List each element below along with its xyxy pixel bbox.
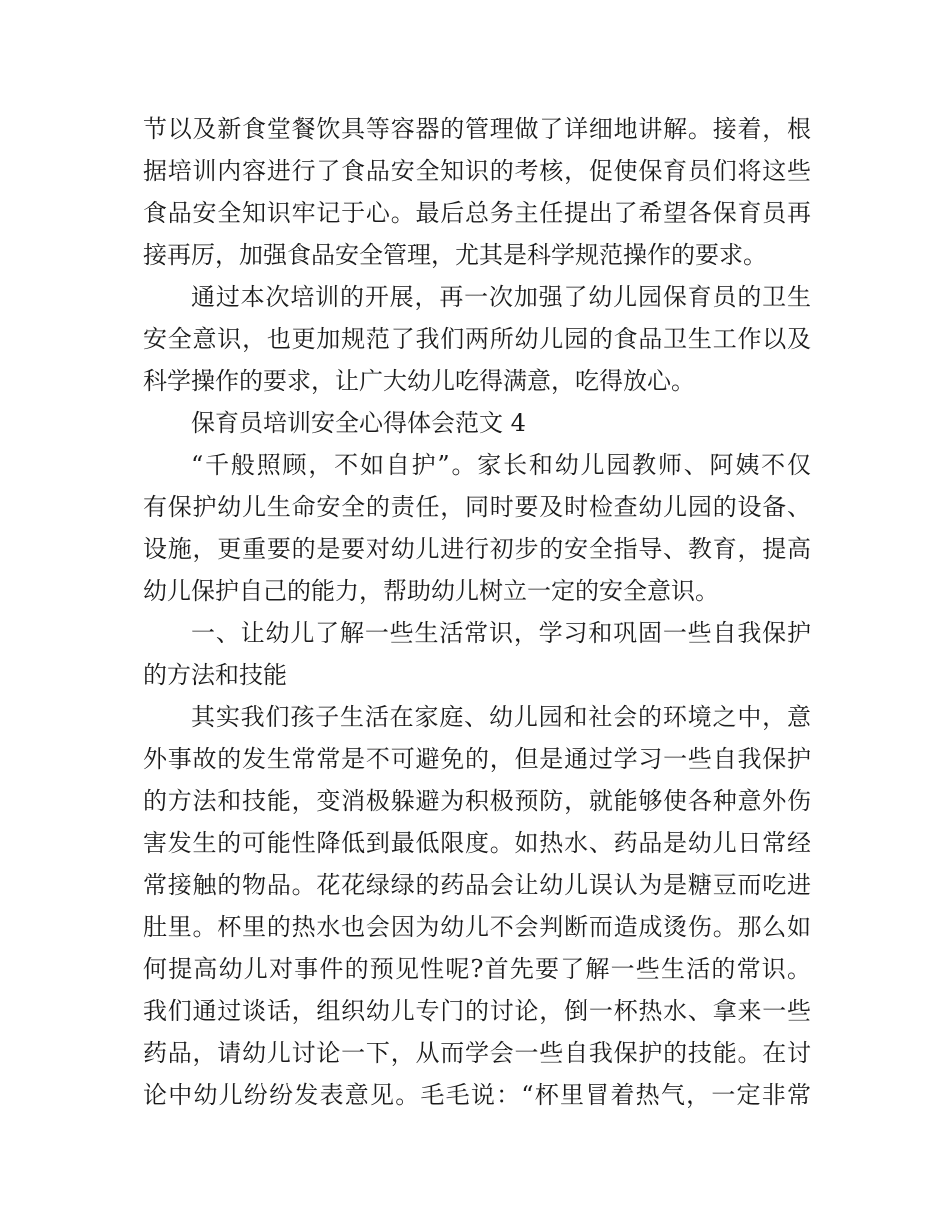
text-line: 科学操作的要求，让广大幼儿吃得满意，吃得放心。 [143, 367, 695, 395]
text-line: 节以及新食堂餐饮具等容器的管理做了详细地讲解。接着，根 [143, 115, 811, 143]
text-line: 食品安全知识牢记于心。最后总务主任提出了希望各保育员再 [143, 199, 811, 227]
text-line: 何提高幼儿对事件的预见性呢?首先要了解一些生活的常识。 [143, 955, 811, 983]
text-line: 常接触的物品。花花绿绿的药品会让幼儿误认为是糖豆而吃进 [143, 871, 811, 899]
text-line: 论中幼儿纷纷发表意见。毛毛说：“杯里冒着热气，一定非常 [143, 1081, 811, 1109]
text-line: 害发生的可能性降低到最低限度。如热水、药品是幼儿日常经 [143, 829, 811, 857]
subheading-line: 的方法和技能 [143, 661, 287, 689]
text-line: 肚里。杯里的热水也会因为幼儿不会判断而造成烫伤。那么如 [143, 913, 811, 941]
text-line: 据培训内容进行了食品安全知识的考核，促使保育员们将这些 [143, 157, 811, 185]
text-line: 安全意识，也更加规范了我们两所幼儿园的食品卫生工作以及 [143, 325, 811, 353]
document-body [143, 108, 811, 1116]
section-heading: 保育员培训安全心得体会范文 4 [191, 409, 526, 437]
text-line: 药品，请幼儿讨论一下，从而学会一些自我保护的技能。在讨 [143, 1039, 811, 1067]
text-line: 的方法和技能，变消极躲避为积极预防，就能够使各种意外伤 [143, 787, 811, 815]
text-line: 外事故的发生常常是不可避免的，但是通过学习一些自我保护 [143, 745, 811, 773]
text-line: 其实我们孩子生活在家庭、幼儿园和社会的环境之中，意 [191, 703, 811, 731]
text-line: 我们通过谈话，组织幼儿专门的讨论，倒一杯热水、拿来一些 [143, 997, 811, 1025]
text-line: 接再厉，加强食品安全管理，尤其是科学规范操作的要求。 [143, 241, 767, 269]
text-line: 设施，更重要的是要对幼儿进行初步的安全指导、教育，提高 [143, 535, 811, 563]
text-line: 通过本次培训的开展，再一次加强了幼儿园保育员的卫生 [191, 283, 811, 311]
text-line: 有保护幼儿生命安全的责任，同时要及时检查幼儿园的设备、 [143, 493, 811, 521]
text-line: 幼儿保护自己的能力，帮助幼儿树立一定的安全意识。 [143, 577, 719, 605]
text-line: “千般照顾，不如自护”。家长和幼儿园教师、阿姨不仅 [191, 451, 811, 479]
subheading-line: 一、让幼儿了解一些生活常识，学习和巩固一些自我保护 [191, 619, 811, 647]
